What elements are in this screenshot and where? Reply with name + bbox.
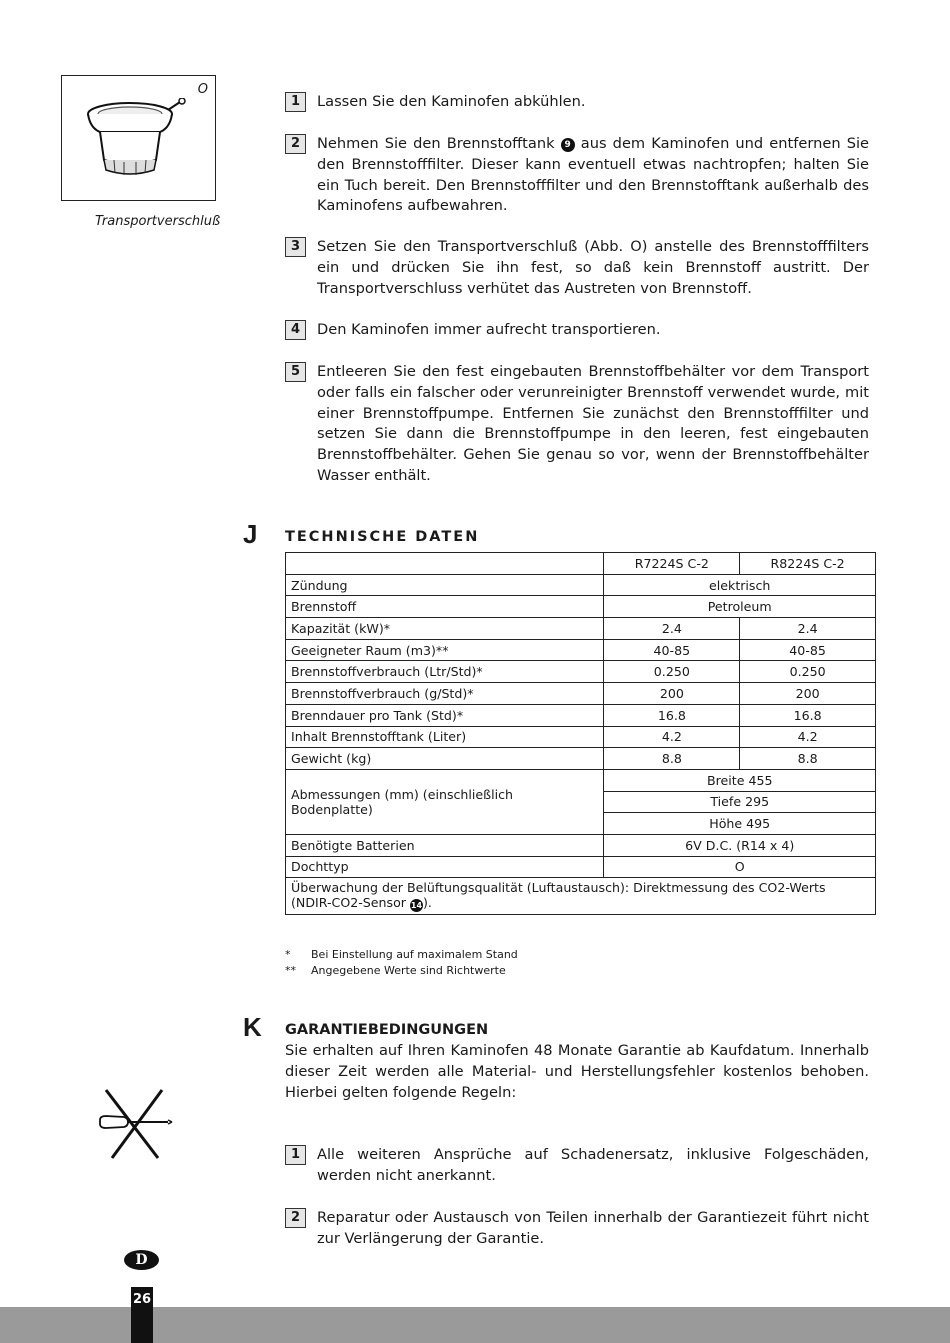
row-value: O <box>604 856 876 878</box>
note-text: Überwachung der Belüftungsqualität (Luftaustausch): Direktmessung des CO2-Werts (NDIR-CO2-Sensor <box>291 880 826 911</box>
table-row <box>286 878 876 915</box>
row-label: Kapazität (kW)* <box>286 618 604 640</box>
warranty-intro: Sie erhalten auf Ihren Kaminofen 48 Monate Garantie ab Kaufdatum. Innerhalb dieser Zeit werden alle Material- und Herstellungsfehler kostenlos behoben. Hierbei gelten folgende Regeln: <box>285 1042 869 1101</box>
figure-letter: O <box>197 82 208 97</box>
row-value: 0.250 <box>604 661 740 683</box>
step-3 <box>285 237 869 299</box>
no-screwdriver-icon <box>96 1086 176 1162</box>
footnote-text: Angegebene Werte sind Richtwerte <box>311 964 506 977</box>
step-number: 1 <box>285 92 306 112</box>
step-text <box>317 134 869 217</box>
section-letter-k: K <box>243 1012 262 1042</box>
step-number: 5 <box>285 362 306 382</box>
footnote <box>285 948 518 961</box>
technical-data-table <box>285 552 876 915</box>
row-label: Geeigneter Raum (m3)** <box>286 639 604 661</box>
footnote-text: Bei Einstellung auf maximalem Stand <box>311 948 518 961</box>
row-value: 40-85 <box>740 639 876 661</box>
table-row <box>286 704 876 726</box>
figure-caption: Transportverschluß <box>95 214 221 229</box>
row-value: Petroleum <box>604 596 876 618</box>
row-value: 8.8 <box>604 748 740 770</box>
footnote <box>285 964 506 977</box>
footnote-mark: * <box>285 948 291 961</box>
reference-number-badge: 9 <box>561 138 575 152</box>
row-value: 16.8 <box>604 704 740 726</box>
step-4 <box>285 320 869 341</box>
step-number: 2 <box>285 1208 306 1228</box>
table-note <box>286 878 876 915</box>
row-label: Brennstoffverbrauch (g/Std)* <box>286 683 604 705</box>
dimension-value: Breite 455 <box>604 769 876 791</box>
row-value: 8.8 <box>740 748 876 770</box>
row-label: Zündung <box>286 574 604 596</box>
model-header: R7224S C-2 <box>604 553 740 575</box>
table-row <box>286 748 876 770</box>
row-value: 6V D.C. (R14 x 4) <box>604 834 876 856</box>
row-value: 40-85 <box>604 639 740 661</box>
table-row <box>286 726 876 748</box>
table-header-row <box>286 553 876 575</box>
page-number: 26 <box>131 1287 153 1343</box>
row-value: 4.2 <box>740 726 876 748</box>
step-text: Lassen Sie den Kaminofen abkühlen. <box>317 93 586 110</box>
table-row <box>286 618 876 640</box>
row-label: Inhalt Brennstofftank (Liter) <box>286 726 604 748</box>
table-row <box>286 683 876 705</box>
warranty-step-2 <box>285 1208 869 1250</box>
table-row <box>286 661 876 683</box>
step-text: Alle weiteren Ansprüche auf Schadenersatz, inklusive Folgeschäden, werden nicht anerkannt. <box>317 1146 869 1184</box>
row-value: 2.4 <box>740 618 876 640</box>
row-label: Dochttyp <box>286 856 604 878</box>
language-badge: D <box>124 1250 159 1270</box>
dimension-value: Höhe 495 <box>604 813 876 835</box>
step-text: Reparatur oder Austausch von Teilen innerhalb der Garantiezeit führt nicht zur Verlängerung der Garantie. <box>317 1209 869 1247</box>
table-row <box>286 596 876 618</box>
dimension-value: Tiefe 295 <box>604 791 876 813</box>
row-value: 16.8 <box>740 704 876 726</box>
step-text-part: Nehmen Sie den Brennstofftank <box>317 135 561 152</box>
table-row <box>286 834 876 856</box>
transport-cap-icon <box>80 98 192 184</box>
section-letter-j: J <box>243 519 258 549</box>
section-title-garantiebedingungen: GARANTIEBEDINGUNGEN <box>285 1022 489 1038</box>
row-label: Gewicht (kg) <box>286 748 604 770</box>
step-number: 1 <box>285 1145 306 1165</box>
row-label: Brennstoffverbrauch (Ltr/Std)* <box>286 661 604 683</box>
table-row <box>286 639 876 661</box>
row-label: Brennstoff <box>286 596 604 618</box>
step-text-part: aus dem Kaminofen und entfernen Sie den Brennstofffilter. Dieser kann eventuell etwas nachtropfen; halten Sie ein Tuch bereit. Den Brennstofffilter und den Brennstofftank außerhalb des Kaminofens aufbewahren. <box>317 135 869 215</box>
step-text: Entleeren Sie den fest eingebauten Brennstoffbehälter vor dem Transport oder falls ein falscher oder verunreinigter Brennstoff verwendet wurde, mit einer Brennstoffpumpe. Entfernen Sie zunächst den Brennstofffilter und setzen Sie dann die Brennstoffpumpe in den leeren, fest eingebauten Brennstoffbehälter. Gehen Sie genau so vor, wenn der Brennstoffbehälter Wasser enthält. <box>317 363 869 484</box>
table-cell-empty <box>286 553 604 575</box>
row-value: elektrisch <box>604 574 876 596</box>
warranty-step-1 <box>285 1145 869 1187</box>
step-text: Den Kaminofen immer aufrecht transportieren. <box>317 321 661 338</box>
table-row <box>286 856 876 878</box>
step-1 <box>285 92 869 113</box>
step-5 <box>285 362 869 487</box>
row-value: 200 <box>604 683 740 705</box>
step-number: 3 <box>285 237 306 257</box>
model-header: R8224S C-2 <box>740 553 876 575</box>
step-number: 4 <box>285 320 306 340</box>
row-value: 200 <box>740 683 876 705</box>
step-text: Setzen Sie den Transportverschluß (Abb. O) anstelle des Brennstofffilters ein und drücken Sie ihn fest, so daß kein Brennstoff austritt. Der Transportverschluss verhütet das Austreten von Brennstoff. <box>317 238 869 297</box>
section-title-technische-daten: TECHNISCHE DATEN <box>285 529 480 545</box>
table-row <box>286 574 876 596</box>
row-value: 4.2 <box>604 726 740 748</box>
step-2 <box>285 134 869 217</box>
row-value: 0.250 <box>740 661 876 683</box>
row-label: Brenndauer pro Tank (Std)* <box>286 704 604 726</box>
row-label: Benötigte Batterien <box>286 834 604 856</box>
reference-number-badge: 14 <box>410 901 423 911</box>
row-value: 2.4 <box>604 618 740 640</box>
row-label: Abmessungen (mm) (einschließlich Bodenplatte) <box>286 769 604 834</box>
note-text: ). <box>422 895 432 911</box>
table-row <box>286 769 876 791</box>
footnote-mark: ** <box>285 964 296 977</box>
step-number: 2 <box>285 134 306 154</box>
figure-transport-cap <box>61 75 216 201</box>
